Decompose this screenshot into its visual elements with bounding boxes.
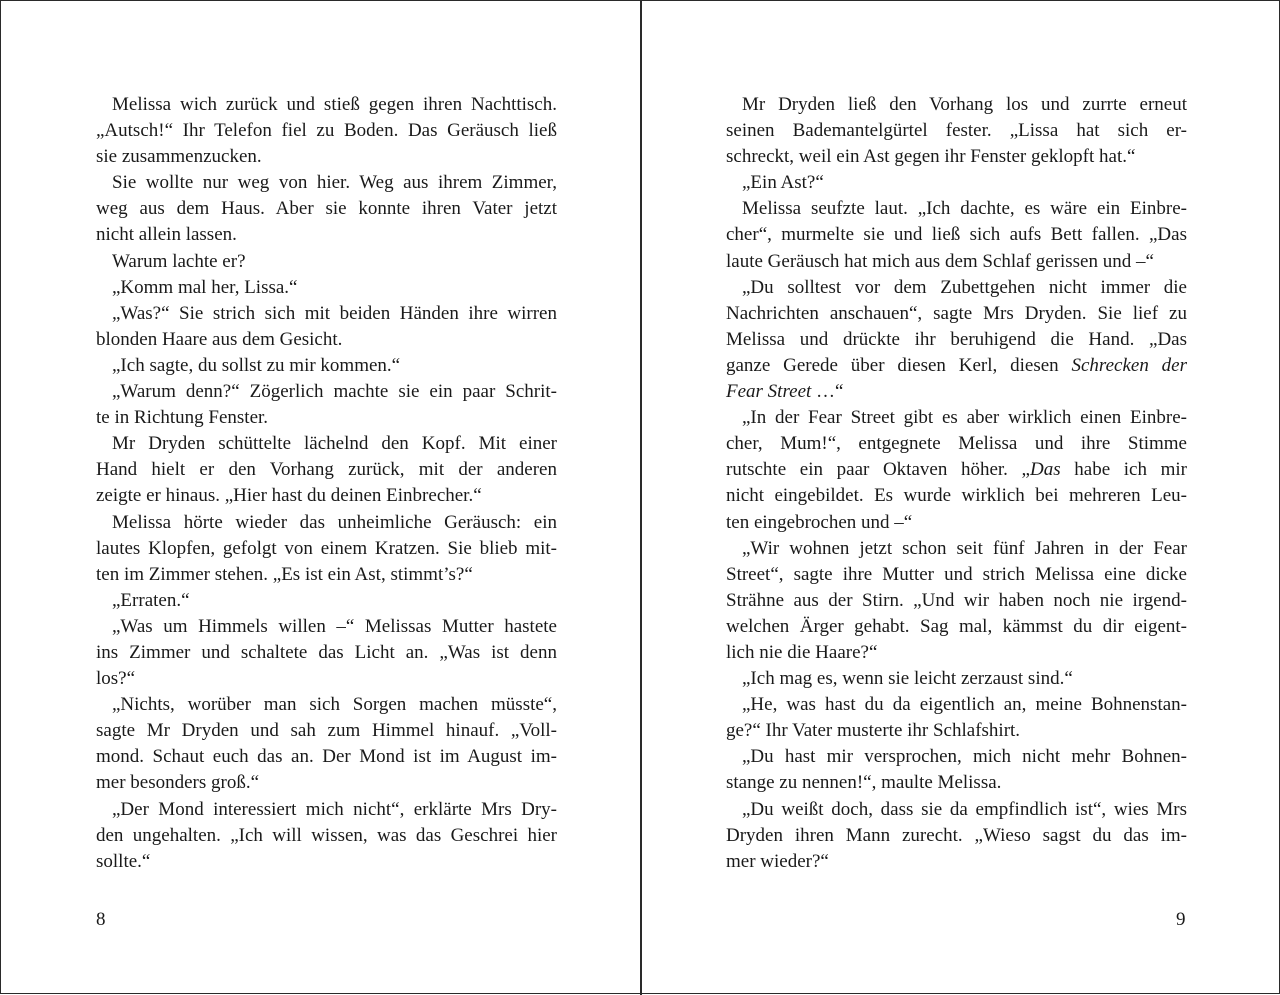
line-text: mer besonders groß.“	[96, 772, 260, 794]
text-line	[726, 457, 1187, 483]
text-line	[96, 92, 557, 118]
text-line	[96, 562, 557, 588]
line-text: laute Geräusch hat mich aus dem Schlaf gerissen und –“	[726, 250, 1154, 272]
text-line	[726, 692, 1187, 718]
text-line	[96, 170, 557, 196]
text-line	[96, 744, 557, 770]
text-line	[96, 483, 557, 509]
line-text: Mr Dryden ließ den Vorhang los und zurrte erneut	[742, 94, 1187, 115]
left-page	[1, 1, 640, 995]
text-line	[96, 379, 557, 405]
text-line	[726, 849, 1187, 875]
line-text: sagte Mr Dryden und sah zum Himmel hinauf. „Voll-	[96, 720, 557, 742]
text-line	[726, 823, 1187, 849]
line-italic-text: Fear Street	[726, 381, 812, 403]
line-text: welchen Ärger gehabt. Sag mal, kämmst du dir eigent-	[726, 615, 1187, 637]
line-italic-text: Schrecken der	[1071, 354, 1187, 376]
text-line	[726, 222, 1187, 248]
line-text: stange zu nennen!“, maulte Melissa.	[726, 772, 1002, 794]
text-line	[96, 849, 557, 875]
line-text: „Ich mag es, wenn sie leicht zerzaust sind.“	[742, 668, 1073, 690]
line-text: Dryden ihren Mann zurecht. „Wieso sagst du das im-	[726, 824, 1187, 846]
line-text: ganze Gerede über diesen Kerl, diesen	[726, 354, 1072, 376]
line-tail-text: habe ich mir	[1060, 459, 1187, 481]
text-line	[726, 431, 1187, 457]
line-text: „Komm mal her, Lissa.“	[112, 276, 298, 298]
line-text: seinen Bademantelgürtel fester. „Lissa hat sich er-	[726, 120, 1187, 142]
line-text: nicht allein lassen.	[96, 224, 237, 246]
text-line	[96, 640, 557, 666]
text-line	[96, 144, 557, 170]
text-line	[96, 692, 557, 718]
text-line	[726, 327, 1187, 353]
text-line	[96, 222, 557, 248]
line-text: Sie wollte nur weg von hier. Weg aus ihrem Zimmer,	[112, 172, 557, 194]
line-text: „Wir wohnen jetzt schon seit fünf Jahren in der Fear	[742, 537, 1187, 559]
text-line	[726, 640, 1187, 666]
text-line	[726, 196, 1187, 222]
line-text: nicht eingebildet. Es wurde wirklich bei mehreren Leu-	[726, 485, 1187, 507]
line-text: Melissa und drückte ihr beruhigend die Hand. „Das	[726, 328, 1187, 350]
text-line	[96, 718, 557, 744]
left-page-text	[96, 92, 557, 875]
text-line	[726, 614, 1187, 640]
line-text: ten eingebrochen und –“	[726, 511, 913, 533]
text-line	[726, 301, 1187, 327]
line-text: ge?“ Ihr Vater musterte ihr Schlafshirt.	[726, 720, 1021, 742]
line-text: sollte.“	[96, 850, 151, 872]
line-italic-text: Das	[1030, 459, 1061, 481]
line-text: „He, was hast du da eigentlich an, meine Bohnenstan-	[742, 694, 1187, 716]
line-text: Mr Dryden schüttelte lächelnd den Kopf. Mit einer	[112, 433, 557, 455]
line-text: mer wieder?“	[726, 850, 829, 872]
line-text: rutschte ein paar Oktaven höher. „	[726, 459, 1030, 481]
text-line	[96, 196, 557, 222]
line-text: Hand hielt er den Vorhang zurück, mit der anderen	[96, 459, 557, 481]
line-text: „Autsch!“ Ihr Telefon fiel zu Boden. Das Geräusch ließ	[96, 120, 557, 142]
line-text: Street“, sagte ihre Mutter und strich Melissa eine dicke	[726, 563, 1187, 585]
line-text: Melissa seufzte laut. „Ich dachte, es wäre ein Einbre-	[742, 198, 1187, 220]
left-page-number: 8	[96, 909, 106, 930]
line-text: den ungehalten. „Ich will wissen, was das Geschrei hier	[96, 824, 557, 846]
text-line	[726, 275, 1187, 301]
text-line	[726, 144, 1187, 170]
text-line	[96, 275, 557, 301]
text-line	[726, 249, 1187, 275]
text-line	[96, 457, 557, 483]
line-text: te in Richtung Fenster.	[96, 407, 269, 429]
text-line	[96, 797, 557, 823]
text-line	[96, 249, 557, 275]
line-tail-text: …“	[811, 381, 844, 403]
text-line	[726, 170, 1187, 196]
text-line	[96, 327, 557, 353]
text-line	[96, 118, 557, 144]
text-line	[96, 405, 557, 431]
text-line	[726, 118, 1187, 144]
line-text: „Der Mond interessiert mich nicht“, erklärte Mrs Dry-	[112, 798, 557, 820]
text-line	[96, 823, 557, 849]
line-text: „Warum denn?“ Zögerlich machte sie ein paar Schrit-	[112, 381, 557, 403]
line-text: cher, Mum!“, entgegnete Melissa und ihre Stimme	[726, 433, 1187, 455]
line-text: „Du hast mir versprochen, mich nicht mehr Bohnen-	[742, 746, 1187, 768]
text-line	[96, 353, 557, 379]
right-page-text	[726, 92, 1187, 875]
line-text: „Was?“ Sie strich sich mit beiden Händen ihre wirren	[112, 302, 557, 324]
line-text: „In der Fear Street gibt es aber wirklich einen Einbre-	[742, 407, 1187, 429]
text-line	[726, 562, 1187, 588]
text-line	[96, 666, 557, 692]
line-text: „Was um Himmels willen –“ Melissas Mutter hastete	[112, 615, 557, 637]
line-text: schreckt, weil ein Ast gegen ihr Fenster geklopft hat.“	[726, 146, 1136, 168]
text-line	[726, 588, 1187, 614]
line-text: Nachrichten anschauen“, sagte Mrs Dryden. Sie lief zu	[726, 302, 1187, 324]
text-line	[726, 92, 1187, 118]
line-text: „Nichts, worüber man sich Sorgen machen müsste“,	[112, 694, 557, 716]
text-line	[726, 744, 1187, 770]
line-text: Strähne aus der Stirn. „Und wir haben noch nie irgend-	[726, 589, 1187, 611]
text-line	[96, 588, 557, 614]
text-line	[96, 770, 557, 796]
text-line	[726, 797, 1187, 823]
line-text: zeigte er hinaus. „Hier hast du deinen Einbrecher.“	[96, 485, 482, 507]
text-line	[96, 431, 557, 457]
line-text: mond. Schaut euch das an. Der Mond ist im August im-	[96, 746, 557, 768]
line-text: Warum lachte er?	[112, 250, 246, 272]
text-line	[726, 405, 1187, 431]
text-line	[726, 536, 1187, 562]
line-text: „Ich sagte, du sollst zu mir kommen.“	[112, 354, 401, 376]
line-text: „Du solltest vor dem Zubettgehen nicht immer die	[742, 276, 1187, 298]
line-text: lautes Klopfen, gefolgt von einem Kratzen. Sie blieb mit-	[96, 537, 557, 559]
right-page-number: 9	[1176, 909, 1186, 930]
line-text: Melissa hörte wieder das unheimliche Geräusch: ein	[112, 511, 557, 533]
text-line	[726, 718, 1187, 744]
right-page	[642, 1, 1280, 995]
text-line	[726, 353, 1187, 379]
text-line	[726, 666, 1187, 692]
text-line	[96, 536, 557, 562]
line-text: blonden Haare aus dem Gesicht.	[96, 328, 343, 350]
line-text: lich nie die Haare?“	[726, 641, 878, 663]
line-text: „Du weißt doch, dass sie da empfindlich ist“, wies Mrs	[742, 798, 1187, 820]
text-line	[96, 614, 557, 640]
text-line	[726, 483, 1187, 509]
line-text: weg aus dem Haus. Aber sie konnte ihren Vater jetzt	[96, 198, 557, 220]
line-text: ten im Zimmer stehen. „Es ist ein Ast, stimmt’s?“	[96, 563, 473, 585]
line-text: „Erraten.“	[112, 589, 190, 611]
line-text: „Ein Ast?“	[742, 172, 824, 194]
line-text: ins Zimmer und schaltete das Licht an. „Was ist denn	[96, 641, 557, 663]
text-line	[96, 301, 557, 327]
line-text: cher“, murmelte sie und ließ sich aufs Bett fallen. „Das	[726, 224, 1187, 246]
line-text: los?“	[96, 668, 136, 690]
text-line	[726, 770, 1187, 796]
line-text: Melissa wich zurück und stieß gegen ihren Nachttisch.	[112, 94, 557, 115]
line-text: sie zusammenzucken.	[96, 146, 262, 168]
text-line	[726, 510, 1187, 536]
text-line	[726, 379, 1187, 405]
text-line	[96, 510, 557, 536]
